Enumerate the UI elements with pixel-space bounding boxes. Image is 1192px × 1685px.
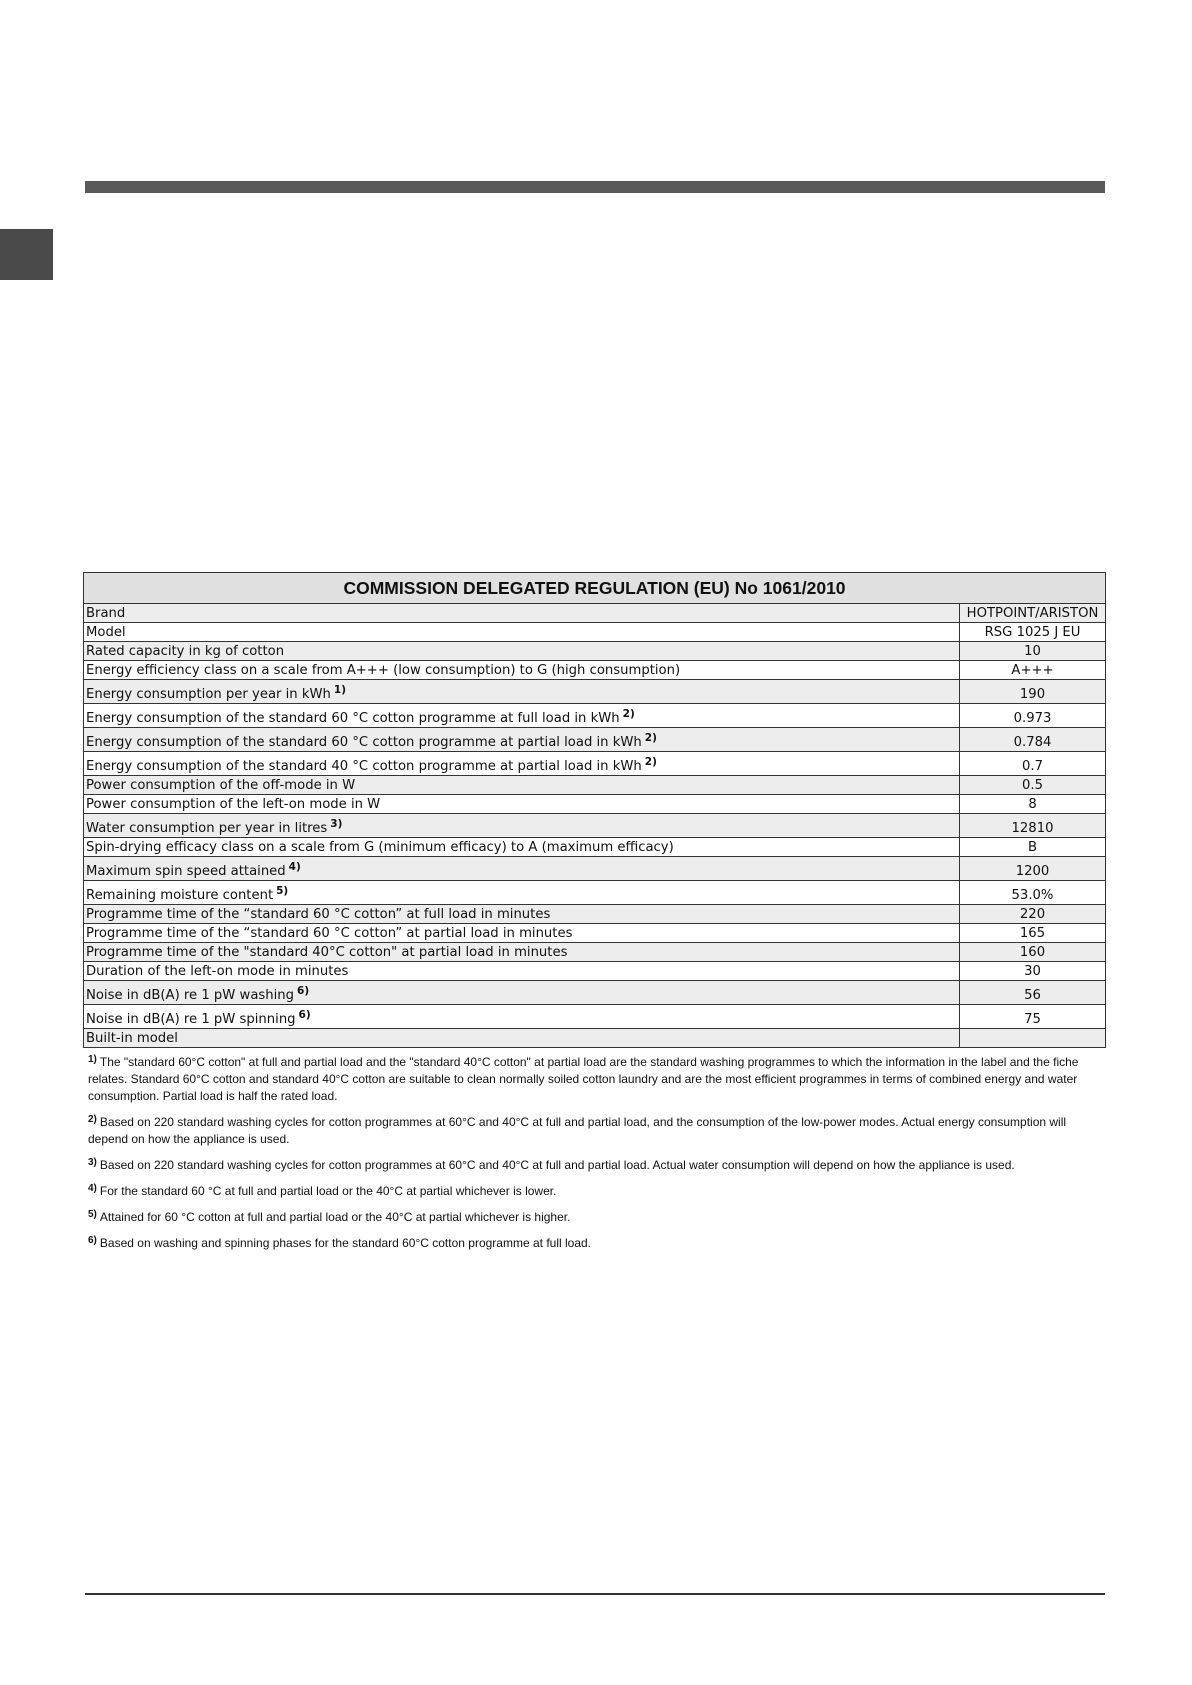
fiche-row-label xyxy=(84,728,960,752)
fiche-row xyxy=(84,1005,1106,1029)
footnote-text: Based on 220 standard washing cycles for cotton programmes at 60°C and 40°C at full and partial load, and the consumption of the low-power modes. Actual energy consumption will depend on how the appliance is used. xyxy=(88,1115,1067,1146)
footnote-reference: 2) xyxy=(644,732,657,744)
footnote-text: For the standard 60 °C at full and partial load or the 40°C at partial whichever is lower. xyxy=(99,1184,557,1198)
fiche-row-label xyxy=(84,680,960,704)
fiche-row-label xyxy=(84,924,960,943)
fiche-row-value: B xyxy=(960,838,1106,857)
fiche-label-text: Maximum spin speed attained xyxy=(86,864,286,879)
fiche-row xyxy=(84,962,1106,981)
fiche-row-label xyxy=(84,661,960,680)
footnote-text: Attained for 60 °C cotton at full and partial load or the 40°C at partial whichever is higher. xyxy=(99,1210,571,1224)
footnotes xyxy=(88,1054,1108,1261)
fiche-row-label xyxy=(84,1005,960,1029)
fiche-row-value: 8 xyxy=(960,795,1106,814)
footnote-mark: 3) xyxy=(88,1157,97,1168)
fiche-label-text: Water consumption per year in litres xyxy=(86,821,328,836)
fiche-row-value: RSG 1025 J EU xyxy=(960,623,1106,642)
footnote-text: Based on 220 standard washing cycles for cotton programmes at 60°C and 40°C at full and partial load. Actual water consumption will depend on how the appliance is used. xyxy=(99,1158,1015,1172)
fiche-row-value: 0.973 xyxy=(960,704,1106,728)
product-fiche-table xyxy=(83,572,1106,1048)
fiche-row xyxy=(84,642,1106,661)
fiche-row-label xyxy=(84,962,960,981)
fiche-row-value: 0.784 xyxy=(960,728,1106,752)
footnote-mark: 1) xyxy=(88,1054,97,1065)
footnote-reference: 6) xyxy=(297,985,310,997)
fiche-row-value xyxy=(960,1029,1106,1048)
fiche-row-value: 0.7 xyxy=(960,752,1106,776)
fiche-row-value: A+++ xyxy=(960,661,1106,680)
fiche-row xyxy=(84,838,1106,857)
footnote xyxy=(88,1114,1108,1148)
fiche-row xyxy=(84,623,1106,642)
fiche-row-value: 30 xyxy=(960,962,1106,981)
fiche-label-text: Model xyxy=(86,625,126,640)
fiche-label-text: Duration of the left-on mode in minutes xyxy=(86,964,349,979)
fiche-label-text: Energy efficiency class on a scale from A+++ (low consumption) to G (high consumption) xyxy=(86,663,681,678)
footer-rule xyxy=(85,1593,1105,1595)
footnote-reference: 4) xyxy=(288,861,301,873)
fiche-row xyxy=(84,924,1106,943)
footnote xyxy=(88,1235,1108,1252)
regulation-title: COMMISSION DELEGATED REGULATION (EU) No 1061/2010 xyxy=(84,573,1106,604)
fiche-row-label xyxy=(84,881,960,905)
language-tab-marker xyxy=(0,229,53,280)
footnote-reference: 1) xyxy=(333,684,347,696)
fiche-label-text: Programme time of the “standard 60 °C cotton” at full load in minutes xyxy=(86,907,551,922)
fiche-row xyxy=(84,604,1106,623)
footnote xyxy=(88,1054,1108,1105)
fiche-row-value: 1200 xyxy=(960,857,1106,881)
fiche-row-label xyxy=(84,776,960,795)
fiche-row-label xyxy=(84,838,960,857)
fiche-row xyxy=(84,943,1106,962)
fiche-label-text: Power consumption of the left-on mode in W xyxy=(86,797,381,812)
fiche-row xyxy=(84,728,1106,752)
header-rule xyxy=(85,181,1105,193)
fiche-row-value: 75 xyxy=(960,1005,1106,1029)
footnote-reference: 3) xyxy=(330,818,343,830)
footnote-mark: 5) xyxy=(88,1209,97,1220)
fiche-row-value: 12810 xyxy=(960,814,1106,838)
fiche-row-label xyxy=(84,981,960,1005)
fiche-row xyxy=(84,881,1106,905)
fiche-label-text: Power consumption of the off-mode in W xyxy=(86,778,356,793)
fiche-row xyxy=(84,814,1106,838)
fiche-row-value: 190 xyxy=(960,680,1106,704)
footnote xyxy=(88,1157,1108,1174)
fiche-row-value: 160 xyxy=(960,943,1106,962)
fiche-row-value: 165 xyxy=(960,924,1106,943)
fiche-row xyxy=(84,680,1106,704)
footnote-reference: 6) xyxy=(298,1009,311,1021)
fiche-row xyxy=(84,776,1106,795)
fiche-row-value: 10 xyxy=(960,642,1106,661)
footnote-text: Based on washing and spinning phases for the standard 60°C cotton programme at full load. xyxy=(99,1236,592,1250)
fiche-row-label xyxy=(84,604,960,623)
fiche-row-label xyxy=(84,814,960,838)
fiche-row xyxy=(84,795,1106,814)
fiche-label-text: Energy consumption per year in kWh xyxy=(86,687,331,702)
footnote xyxy=(88,1209,1108,1226)
fiche-label-text: Brand xyxy=(86,606,126,621)
fiche-label-text: Programme time of the “standard 60 °C cotton” at partial load in minutes xyxy=(86,926,573,941)
fiche-label-text: Noise in dB(A) re 1 pW spinning xyxy=(86,1012,296,1027)
fiche-row-value: HOTPOINT/ARISTON xyxy=(960,604,1106,623)
fiche-row xyxy=(84,661,1106,680)
fiche-label-text: Energy consumption of the standard 60 °C cotton programme at full load in kWh xyxy=(86,711,620,726)
fiche-row xyxy=(84,752,1106,776)
fiche-label-text: Rated capacity in kg of cotton xyxy=(86,644,285,659)
fiche-label-text: Spin-drying efficacy class on a scale from G (minimum efficacy) to A (maximum efficacy) xyxy=(86,840,674,855)
fiche-label-text: Programme time of the "standard 40°C cotton" at partial load in minutes xyxy=(86,945,568,960)
fiche-row-label xyxy=(84,1029,960,1048)
footnote-text: The "standard 60°C cotton" at full and partial load and the "standard 40°C cotton" at partial load are the standard washing programmes to which the information in the label and the fiche relates. Standard 60°C cotton and standard 40°C cotton are suitable to clean normally soiled cotton laundry and are the most efficient programmes in terms of combined energy and water consumption. Partial load is half the rated load. xyxy=(88,1055,1079,1103)
fiche-label-text: Remaining moisture content xyxy=(86,888,274,903)
fiche-row xyxy=(84,905,1106,924)
footnote-reference: 2) xyxy=(644,756,657,768)
fiche-row-value: 53.0% xyxy=(960,881,1106,905)
footnote xyxy=(88,1183,1108,1200)
fiche-row-value: 0.5 xyxy=(960,776,1106,795)
fiche-label-text: Built-in model xyxy=(86,1031,178,1046)
fiche-label-text: Noise in dB(A) re 1 pW washing xyxy=(86,988,295,1003)
fiche-row xyxy=(84,704,1106,728)
footnote-reference: 5) xyxy=(276,885,289,897)
fiche-row xyxy=(84,1029,1106,1048)
fiche-label-text: Energy consumption of the standard 60 °C cotton programme at partial load in kWh xyxy=(86,735,642,750)
fiche-row-label xyxy=(84,943,960,962)
footnote-mark: 4) xyxy=(88,1183,97,1194)
fiche-row-label xyxy=(84,623,960,642)
fiche-row-label xyxy=(84,857,960,881)
fiche-label-text: Energy consumption of the standard 40 °C cotton programme at partial load in kWh xyxy=(86,759,642,774)
fiche-row-label xyxy=(84,752,960,776)
fiche-row-value: 56 xyxy=(960,981,1106,1005)
fiche-row-label xyxy=(84,905,960,924)
fiche-row-label xyxy=(84,642,960,661)
fiche-row-label xyxy=(84,704,960,728)
footnote-reference: 2) xyxy=(622,708,635,720)
fiche-row-label xyxy=(84,795,960,814)
fiche-row-value: 220 xyxy=(960,905,1106,924)
fiche-row xyxy=(84,981,1106,1005)
footnote-mark: 2) xyxy=(88,1114,97,1125)
fiche-row xyxy=(84,857,1106,881)
footnote-mark: 6) xyxy=(88,1235,97,1246)
